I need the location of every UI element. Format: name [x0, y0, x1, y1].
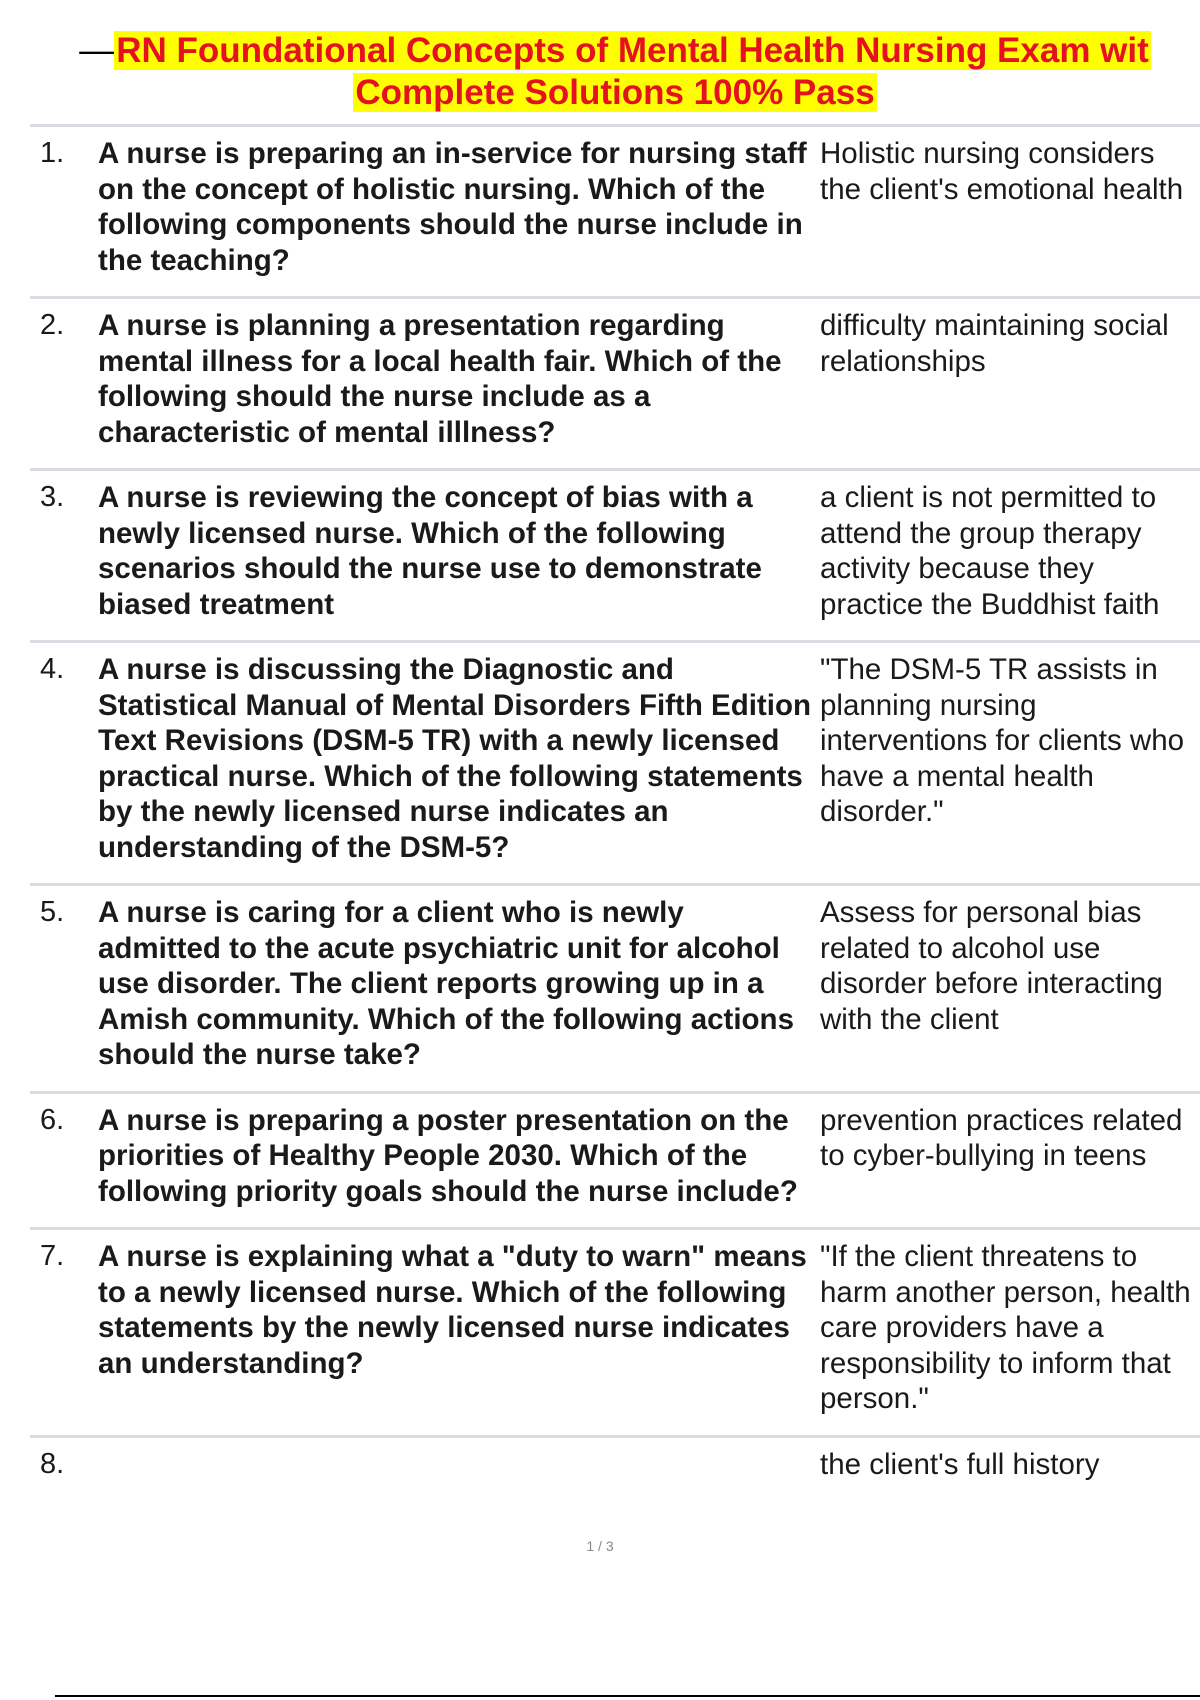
- bottom-divider: [55, 1695, 1200, 1697]
- title-line-2: [30, 72, 1200, 114]
- question-number: 8.: [40, 1447, 65, 1480]
- qa-row: [30, 296, 1200, 468]
- title-dash: —: [79, 31, 115, 70]
- question-text: A nurse is discussing the Diagnostic and Statistical Manual of Mental Disorders Fifth Edition Text Revisions (DSM-5 TR) with a newly licensed practical nurse. Which of the following statements by the newly licensed nurse indicates an understanding of the DSM-5?: [98, 653, 811, 864]
- answer-text: prevention practices related to cyber-bullying in teens: [820, 1103, 1183, 1172]
- question-number: 3.: [40, 481, 65, 513]
- title-text-1: RN Foundational Concepts of Mental Health Nursing Exam wit: [116, 31, 1149, 70]
- answer-text: a client is not permitted to attend the group therapy activity because they practice the Buddhist faith: [820, 481, 1160, 621]
- question-text: A nurse is reviewing the concept of bias with a newly licensed nurse. Which of the following scenarios should the nurse use to demonstrate biased treatment: [98, 481, 762, 621]
- document-title: [30, 30, 1200, 114]
- question-number: 2.: [40, 309, 65, 341]
- question-number: 6.: [40, 1103, 65, 1136]
- qa-row: [30, 124, 1200, 296]
- qa-table: [30, 124, 1200, 1500]
- question-text: [98, 1447, 820, 1483]
- question-number: 7.: [40, 1240, 65, 1272]
- qa-row: [30, 1227, 1200, 1435]
- title-line-1: [30, 30, 1200, 72]
- question-text: A nurse is planning a presentation regarding mental illness for a local health fair. Which of the following should the nurse include as a characteristic of mental illlness?: [98, 309, 782, 449]
- answer-text: "The DSM-5 TR assists in planning nursing interventions for clients who have a mental health disorder.": [820, 653, 1185, 828]
- question-number: 1.: [40, 137, 65, 169]
- qa-row: [30, 1091, 1200, 1228]
- question-text: A nurse is preparing a poster presentation on the priorities of Healthy People 2030. Which of the following priority goals should the nurse include?: [98, 1103, 798, 1208]
- qa-row: [30, 468, 1200, 640]
- question-text: A nurse is explaining what a "duty to warn" means to a newly licensed nurse. Which of the following statements by the newly licensed nurse indicates an understanding?: [98, 1240, 807, 1380]
- answer-text: Holistic nursing considers the client's emotional health: [820, 137, 1184, 206]
- answer-text: "If the client threatens to harm another person, health care providers have a responsibility to inform that person.": [820, 1240, 1191, 1415]
- answer-text: the client's full history: [820, 1447, 1100, 1481]
- question-text: A nurse is preparing an in-service for nursing staff on the concept of holistic nursing. Which of the following components should the nurse include in the teaching?: [98, 137, 807, 277]
- qa-row: [30, 1435, 1200, 1501]
- question-number: 4.: [40, 653, 65, 685]
- qa-row: [30, 640, 1200, 883]
- answer-text: difficulty maintaining social relationships: [820, 309, 1169, 378]
- page-number: 1 / 3: [586, 1538, 614, 1554]
- question-number: 5.: [40, 896, 65, 928]
- answer-text: Assess for personal bias related to alcohol use disorder before interacting with the client: [820, 896, 1163, 1036]
- question-text: A nurse is caring for a client who is newly admitted to the acute psychiatric unit for alcohol use disorder. The client reports growing up in a Amish community. Which of the following actions should the nurse take?: [98, 896, 794, 1071]
- title-text-2: Complete Solutions 100% Pass: [355, 73, 875, 112]
- qa-row: [30, 883, 1200, 1091]
